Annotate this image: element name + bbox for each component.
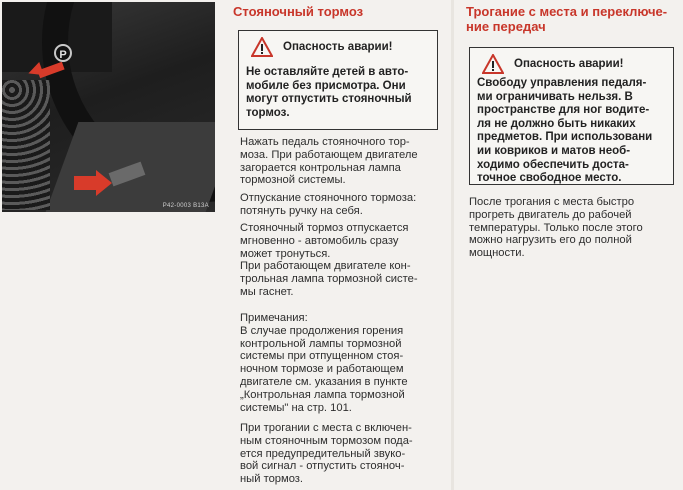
paragraph-warning-signal: При трогании с места с включен- ным стояночным тормозом пода- ется предупредительный звуко- вой сигнал - отпустить стояноч- ный тормоз. bbox=[240, 422, 413, 486]
speaker-grille bbox=[2, 80, 50, 210]
warning-text: Свободу управления педаля- ми ограничивать нельзя. В пространстве для ног водите- ля не должно быть никаких предметов. При использовани ии ковриков и матов необ- ходимо обеспечить доста- точное свободное место. bbox=[477, 77, 653, 185]
warning-text: Не оставляйте детей в авто- мобиле без присмотра. Они могут отпустить стояночный тормоз. bbox=[246, 66, 412, 119]
section-title-parking-brake: Стояночный тормоз bbox=[233, 4, 364, 19]
column-gutter bbox=[451, 0, 454, 490]
brake-warning-lamp-icon: P bbox=[54, 44, 72, 62]
section-title-starting-off: Трогание с места и переключе- ние передач bbox=[466, 4, 668, 34]
paragraph-release-brake: Отпускание стояночного тормоза: потянуть ручку на себя. bbox=[240, 192, 417, 217]
warning-title: Опасность аварии! bbox=[283, 41, 393, 53]
paragraph-brake-released: Стояночный тормоз отпускается мгновенно - автомобиль сразу может тронуться. При работающем двигателе кон- трольная лампа тормозной систе- мы гаснет. bbox=[240, 222, 418, 298]
warning-triangle-icon bbox=[251, 37, 273, 57]
warning-title: Опасность аварии! bbox=[514, 58, 624, 70]
warning-box-children bbox=[238, 30, 438, 130]
warning-triangle-icon bbox=[482, 54, 504, 74]
paragraph-notes: Примечания: В случае продолжения горения контрольной лампы тормозной системы при отпущенном стоя- ночном тормозе и работающем двигателе см. указания в пункте „Контрольная лампа тормозной системы" на стр. 101. bbox=[240, 312, 408, 414]
image-caption: P42-0003 B13A bbox=[162, 203, 209, 209]
paragraph-warm-up: После трогания с места быстро прогреть двигатель до рабочей температуры. Только после этого можно нагрузить его до полной мощности. bbox=[469, 196, 643, 260]
paragraph-apply-brake: Нажать педаль стояночного тор- моза. При работающем двигателе загорается контрольная лампа тормозной системы. bbox=[240, 136, 418, 187]
warning-box-pedals bbox=[469, 47, 674, 185]
parking-brake-photo bbox=[2, 2, 215, 212]
